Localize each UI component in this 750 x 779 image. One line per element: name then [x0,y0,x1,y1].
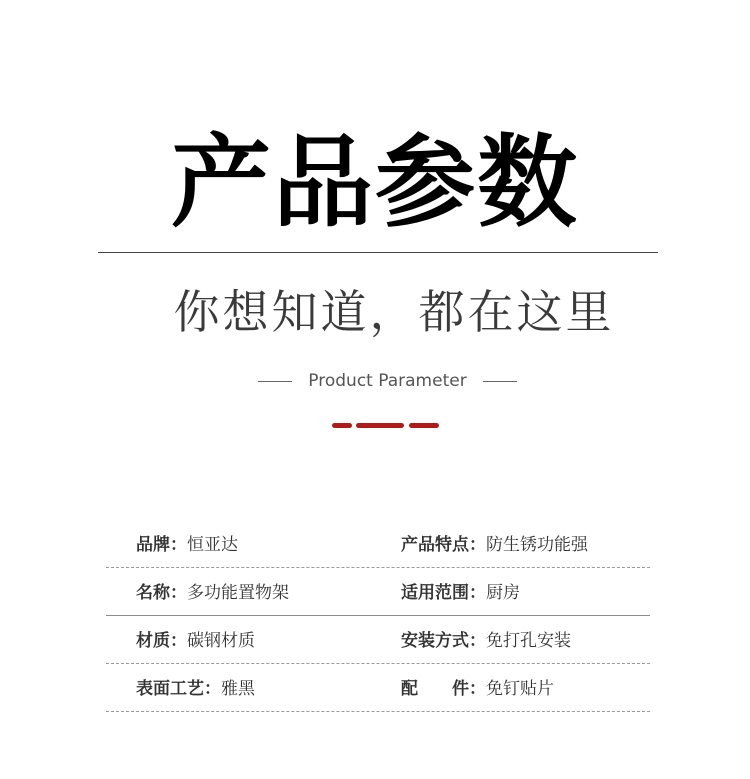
param-value: 碳钢材质 [187,631,255,651]
right-dash [483,381,517,382]
param-label: 表面工艺： [136,679,221,699]
accent-bar-right [409,423,439,428]
param-row [106,520,650,568]
param-value: 恒亚达 [187,535,238,555]
param-value: 多功能置物架 [187,583,289,603]
param-value: 免打孔安装 [486,631,571,651]
parameter-table [106,520,650,712]
param-label: 材质： [136,631,187,651]
param-cell [136,582,289,604]
param-label: 品牌： [136,535,187,555]
english-subtitle: Product Parameter [308,371,467,391]
param-value: 防生锈功能强 [486,535,588,555]
param-label: 适用范围： [401,583,486,603]
accent-bar-middle [356,423,404,428]
page-subtitle: 你想知道，都在这里 [173,285,615,339]
param-value: 免钉贴片 [486,679,554,699]
param-row [106,616,650,664]
english-subtitle-row [0,368,750,394]
param-label: 配 件： [401,679,486,699]
param-label: 产品特点： [401,535,486,555]
param-cell [401,630,571,652]
param-cell [401,678,554,700]
page-title: 产品参数 [171,124,579,241]
param-row [106,664,650,712]
title-divider [98,252,658,253]
param-cell [136,630,255,652]
accent-bar-left [332,423,352,428]
param-cell [136,534,238,556]
param-value: 雅黑 [221,679,255,699]
param-label: 安装方式： [401,631,486,651]
param-value: 厨房 [486,583,520,603]
param-cell [401,534,588,556]
param-cell [136,678,255,700]
left-dash [258,381,292,382]
param-label: 名称： [136,583,187,603]
param-cell [401,582,520,604]
param-row [106,568,650,616]
